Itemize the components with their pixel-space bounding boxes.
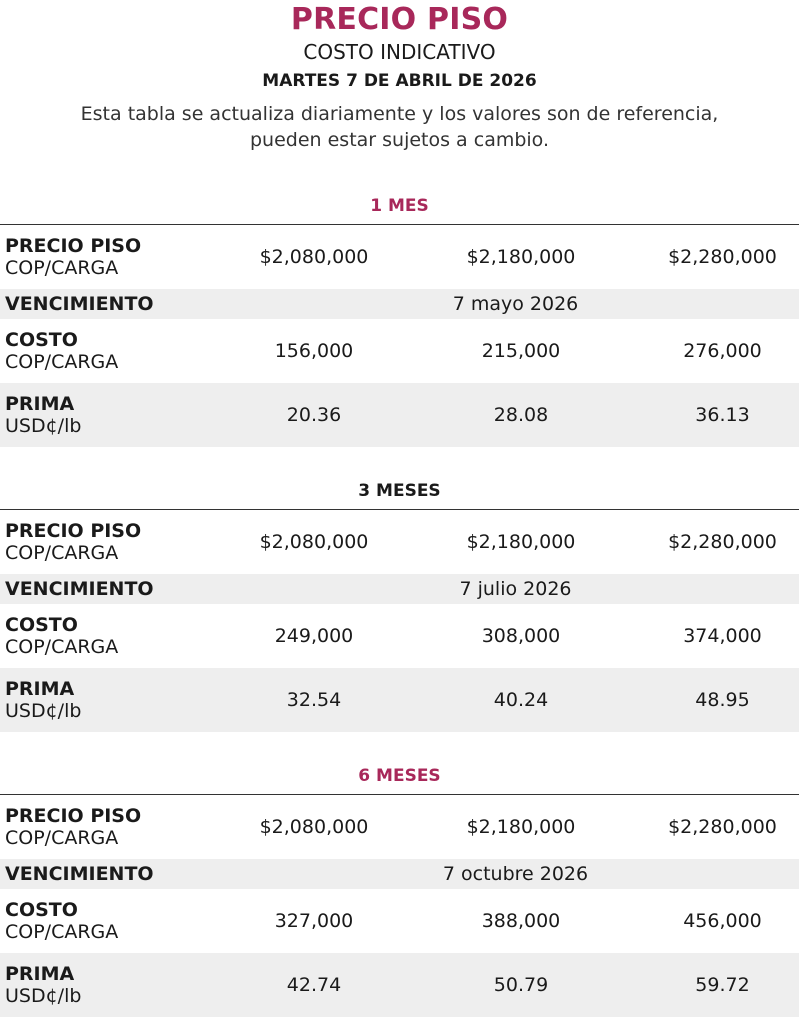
- costo-value-2: 215,000: [481, 340, 561, 362]
- row-prima: [0, 953, 799, 1017]
- label-unit: USD¢/lb: [5, 700, 82, 722]
- disclaimer-line-1: Esta tabla se actualiza diariamente y los valores son de referencia,: [80, 103, 719, 125]
- label-unit: COP/CARGA: [5, 921, 119, 943]
- row-label: [0, 520, 232, 564]
- label-costo: COSTO: [5, 614, 78, 636]
- costo-value-2: 308,000: [481, 625, 561, 647]
- section-title: 3 MESES: [358, 481, 441, 501]
- row-prima: [0, 383, 799, 447]
- row-label: [0, 614, 232, 658]
- disclaimer-note: [0, 101, 799, 153]
- row-label: [0, 235, 232, 279]
- precio-value-3: $2,280,000: [668, 531, 777, 553]
- prima-value-3: 59.72: [695, 974, 750, 996]
- row-precio-piso: [0, 795, 799, 859]
- row-costo: [0, 889, 799, 953]
- precio-value-1: $2,080,000: [259, 531, 369, 553]
- costo-value-1: 249,000: [274, 625, 354, 647]
- row-prima: [0, 668, 799, 732]
- precio-value-1: $2,080,000: [259, 246, 369, 268]
- label-unit: COP/CARGA: [5, 636, 119, 658]
- label-precio-piso: PRECIO PISO: [5, 235, 142, 257]
- row-label: [0, 678, 232, 722]
- row-label: [0, 863, 232, 885]
- page-title: PRECIO PISO: [290, 2, 509, 37]
- section-title: 6 MESES: [358, 766, 441, 786]
- row-label: [0, 293, 232, 315]
- label-vencimiento: VENCIMIENTO: [5, 863, 154, 885]
- costo-value-3: 374,000: [683, 625, 762, 647]
- row-label: [0, 393, 232, 437]
- costo-value-1: 156,000: [274, 340, 354, 362]
- prima-value-2: 50.79: [493, 974, 549, 996]
- precio-value-2: $2,180,000: [466, 816, 576, 838]
- prima-value-1: 32.54: [286, 689, 342, 711]
- row-label: [0, 578, 232, 600]
- row-precio-piso: [0, 510, 799, 574]
- precio-value-1: $2,080,000: [259, 816, 369, 838]
- label-vencimiento: VENCIMIENTO: [5, 293, 154, 315]
- row-precio-piso: [0, 225, 799, 289]
- vencimiento-value: 7 octubre 2026: [442, 863, 589, 885]
- prima-value-1: 42.74: [286, 974, 342, 996]
- label-costo: COSTO: [5, 329, 78, 351]
- section-3-meses: [0, 481, 799, 732]
- section-6-meses: [0, 766, 799, 1017]
- report-date: MARTES 7 DE ABRIL DE 2026: [262, 71, 537, 91]
- prima-value-2: 40.24: [493, 689, 549, 711]
- row-costo: [0, 319, 799, 383]
- precio-value-2: $2,180,000: [466, 246, 576, 268]
- label-unit: USD¢/lb: [5, 415, 82, 437]
- label-prima: PRIMA: [5, 393, 75, 415]
- label-prima: PRIMA: [5, 963, 75, 985]
- page-subtitle: COSTO INDICATIVO: [303, 40, 496, 64]
- prima-value-1: 20.36: [286, 404, 342, 426]
- row-vencimiento: [0, 574, 799, 604]
- precio-value-2: $2,180,000: [466, 531, 576, 553]
- header: [0, 0, 799, 153]
- costo-value-2: 388,000: [481, 910, 561, 932]
- row-label: [0, 963, 232, 1007]
- row-vencimiento: [0, 859, 799, 889]
- precio-value-3: $2,280,000: [668, 816, 777, 838]
- costo-value-1: 327,000: [274, 910, 354, 932]
- row-label: [0, 899, 232, 943]
- vencimiento-value: 7 julio 2026: [459, 578, 572, 600]
- label-unit: COP/CARGA: [5, 351, 119, 373]
- row-label: [0, 329, 232, 373]
- prima-value-2: 28.08: [493, 404, 549, 426]
- label-vencimiento: VENCIMIENTO: [5, 578, 154, 600]
- label-costo: COSTO: [5, 899, 78, 921]
- disclaimer-line-2: pueden estar sujetos a cambio.: [249, 129, 550, 151]
- vencimiento-value: 7 mayo 2026: [452, 293, 579, 315]
- label-prima: PRIMA: [5, 678, 75, 700]
- prima-value-3: 48.95: [695, 689, 750, 711]
- section-title: 1 MES: [370, 196, 429, 216]
- row-vencimiento: [0, 289, 799, 319]
- label-unit: COP/CARGA: [5, 542, 119, 564]
- row-label: [0, 805, 232, 849]
- label-unit: COP/CARGA: [5, 257, 119, 279]
- label-unit: COP/CARGA: [5, 827, 119, 849]
- section-1-mes: [0, 196, 799, 447]
- prima-value-3: 36.13: [695, 404, 750, 426]
- label-unit: USD¢/lb: [5, 985, 82, 1007]
- costo-value-3: 276,000: [683, 340, 762, 362]
- precio-value-3: $2,280,000: [668, 246, 777, 268]
- label-precio-piso: PRECIO PISO: [5, 520, 142, 542]
- label-precio-piso: PRECIO PISO: [5, 805, 142, 827]
- costo-value-3: 456,000: [683, 910, 762, 932]
- row-costo: [0, 604, 799, 668]
